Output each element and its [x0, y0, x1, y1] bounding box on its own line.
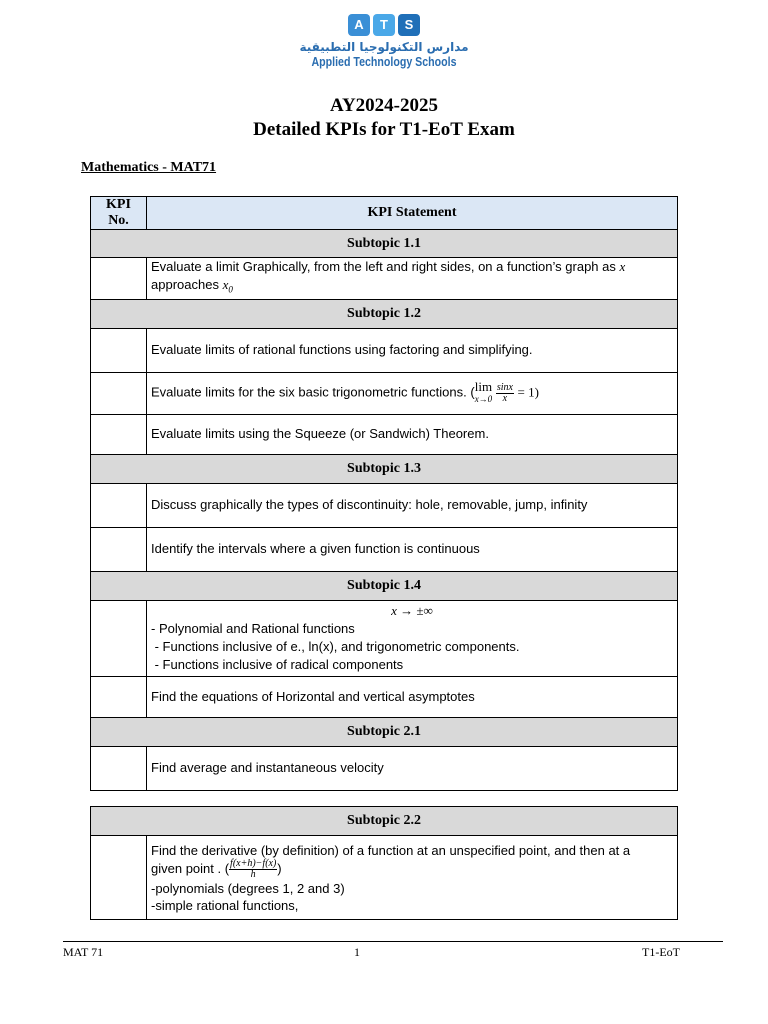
math-subscript: 0 — [228, 284, 233, 295]
subtopic-row — [91, 230, 678, 258]
subtopic-row — [91, 299, 678, 328]
kpi-statement: Evaluate limits using the Squeeze (or Sandwich) Theorem. — [147, 414, 678, 454]
kpi-no-cell — [91, 746, 147, 790]
math-tail: = 1) — [517, 384, 539, 400]
subtopic-1-1: Subtopic 1.1 — [91, 230, 678, 258]
kpi-statement — [147, 836, 678, 920]
table-header-row — [91, 197, 678, 230]
math-expression: x → ±∞ — [391, 603, 433, 619]
subtopic-2-2: Subtopic 2.2 — [91, 807, 678, 836]
logo-letter-s: S — [398, 14, 420, 36]
kpi-line — [151, 859, 673, 880]
kpi-no-cell — [91, 258, 147, 300]
fraction — [229, 859, 277, 880]
footer-exam: T1-EoT — [642, 945, 680, 959]
fraction-numerator: sinx — [496, 381, 513, 393]
kpi-no-cell — [91, 483, 147, 527]
logo-letter-t: T — [373, 14, 395, 36]
kpi-text: ) — [277, 860, 282, 876]
kpi-statement: Evaluate limits of rational functions using factoring and simplifying. — [147, 328, 678, 372]
kpi-no-cell — [91, 527, 147, 571]
kpi-text: Evaluate limits for the six basic trigonometric functions. ( — [151, 384, 475, 400]
logo-arabic-name: مدارس التكنولوجيا التطبيقية — [299, 40, 469, 54]
fraction-denominator: x — [502, 392, 508, 404]
ats-logo-mark — [348, 14, 420, 36]
limit-notation — [475, 381, 493, 405]
table-row — [91, 600, 678, 676]
kpi-line: - Functions inclusive of radical components — [151, 657, 404, 673]
subtopic-row — [91, 717, 678, 746]
table-row — [91, 836, 678, 920]
table-row — [91, 328, 678, 372]
kpi-no-cell — [91, 372, 147, 414]
subtopic-row — [91, 807, 678, 836]
kpi-table-continued — [90, 806, 678, 920]
kpi-statement: Find average and instantaneous velocity — [147, 746, 678, 790]
kpi-line: Find the derivative (by definition) of a function at an unspecified point, and then at a — [151, 842, 631, 858]
table-row — [91, 414, 678, 454]
kpi-statement — [147, 258, 678, 300]
academic-year-title: AY2024-2025 — [329, 95, 439, 116]
kpi-statement: Find the equations of Horizontal and vertical asymptotes — [147, 676, 678, 717]
subtopic-row — [91, 571, 678, 600]
kpi-text: approaches — [151, 277, 219, 292]
kpi-no-cell — [91, 328, 147, 372]
kpi-no-cell — [91, 600, 147, 676]
kpi-text: Evaluate a limit Graphically, from the left and right sides, on a function’s graph as — [151, 259, 616, 274]
footer-divider — [63, 941, 723, 942]
kpi-no-header: KPI No. — [91, 197, 147, 230]
table-row — [91, 483, 678, 527]
document-title: Detailed KPIs for T1-EoT Exam — [253, 119, 515, 140]
kpi-statement: Identify the intervals where a given function is continuous — [147, 527, 678, 571]
subject-heading: Mathematics - MAT71 — [81, 160, 217, 175]
kpi-no-cell — [91, 836, 147, 920]
subtopic-1-2: Subtopic 1.2 — [91, 299, 678, 328]
kpi-statement: Discuss graphically the types of discontinuity: hole, removable, jump, infinity — [147, 483, 678, 527]
kpi-no-cell — [91, 676, 147, 717]
kpi-table — [90, 196, 678, 791]
table-row — [91, 372, 678, 414]
footer-course: MAT 71 — [63, 945, 104, 959]
subtopic-1-3: Subtopic 1.3 — [91, 454, 678, 483]
kpi-no-cell — [91, 414, 147, 454]
kpi-line: - Polynomial and Rational functions — [151, 621, 355, 637]
table-row — [91, 746, 678, 790]
table-row — [91, 258, 678, 300]
table-row — [91, 527, 678, 571]
logo-letter-a: A — [348, 14, 370, 36]
subtopic-1-4: Subtopic 1.4 — [91, 571, 678, 600]
lim-subscript: x→0 — [474, 394, 493, 405]
kpi-text: given point . ( — [151, 860, 230, 876]
logo-english-name: Applied Technology Schools — [311, 55, 457, 69]
table-row — [91, 676, 678, 717]
kpi-statement — [147, 372, 678, 414]
subtopic-2-1: Subtopic 2.1 — [91, 717, 678, 746]
kpi-line: -polynomials (degrees 1, 2 and 3) — [151, 880, 345, 896]
kpi-statement-header: KPI Statement — [147, 197, 678, 230]
fraction — [496, 383, 514, 404]
kpi-line: - Functions inclusive of e., ln(x), and trigonometric components. — [151, 639, 520, 655]
subtopic-row — [91, 454, 678, 483]
kpi-statement — [147, 600, 678, 676]
lim-word: lim — [474, 379, 493, 395]
fraction-denominator: h — [250, 868, 256, 880]
kpi-line: -simple rational functions, — [151, 897, 299, 913]
math-var: x — [619, 259, 626, 274]
fraction-numerator: f(x+h)−f(x) — [230, 857, 277, 869]
math-var: x — [222, 277, 229, 292]
school-logo — [0, 14, 768, 69]
footer-page-number: 1 — [354, 945, 360, 959]
